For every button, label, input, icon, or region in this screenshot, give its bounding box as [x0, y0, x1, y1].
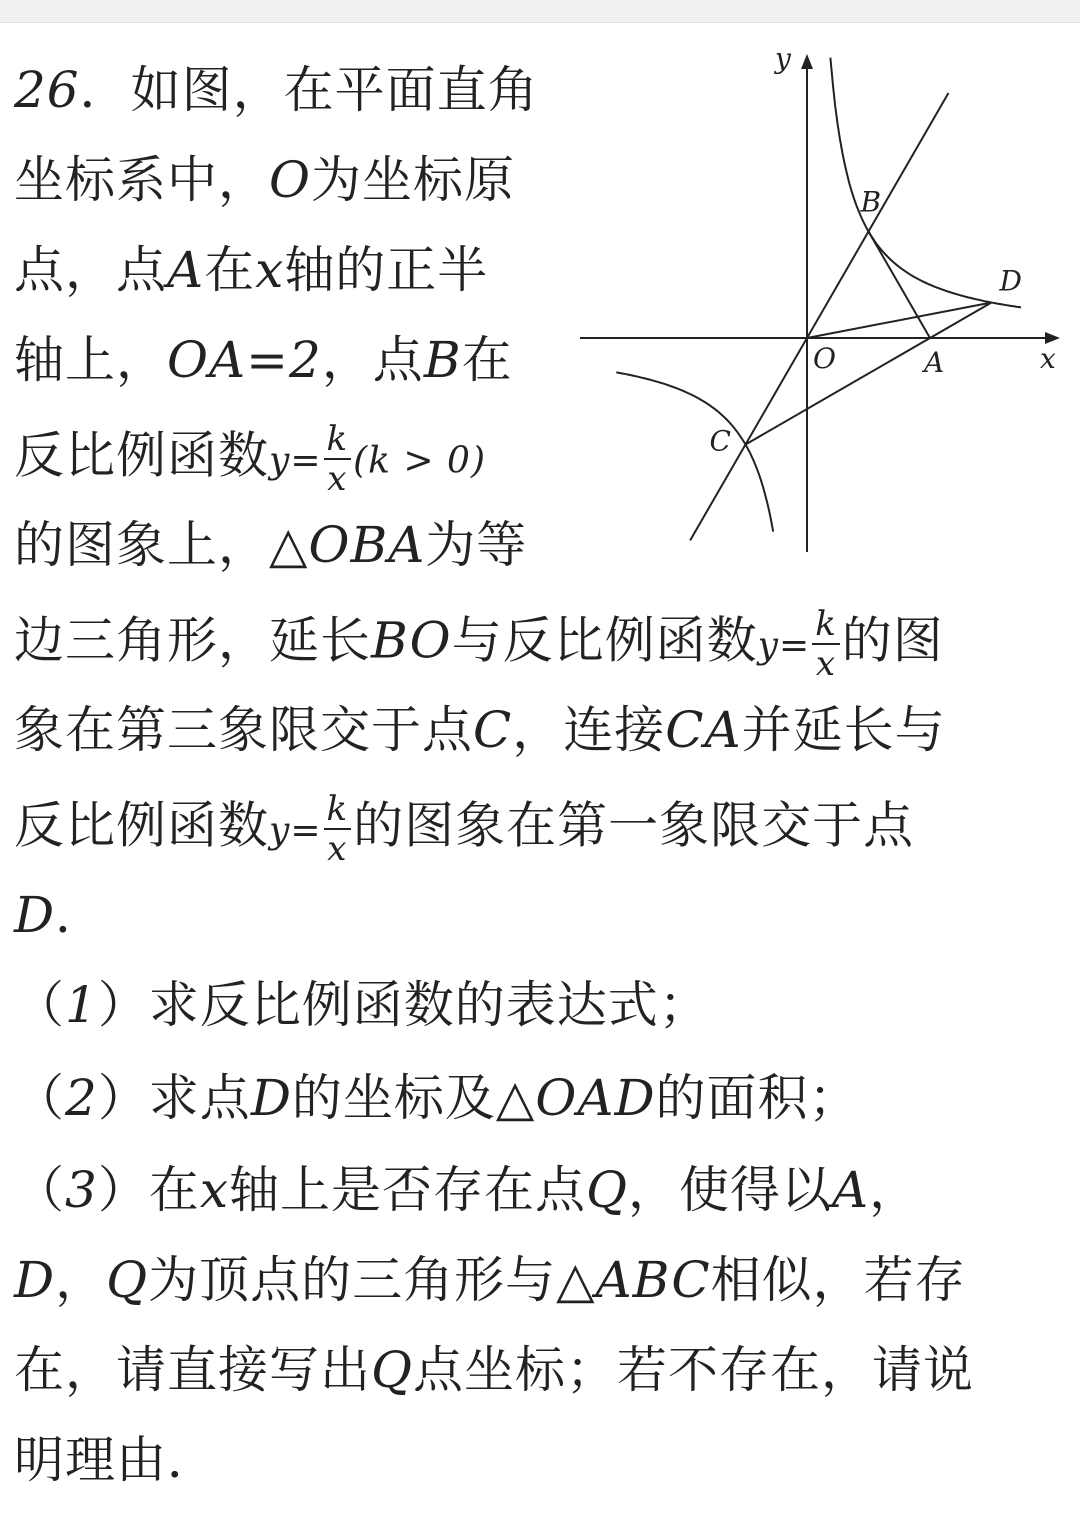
hyperbola-branch-third-quadrant	[616, 372, 773, 531]
math-run: Q	[371, 1341, 413, 1399]
problem-line-9	[14, 790, 914, 868]
math-run: A	[832, 1161, 870, 1219]
text-run: ）求反比例函数的表达式；	[97, 976, 710, 1034]
math-run: y=	[269, 440, 322, 482]
text-run: （	[14, 1161, 65, 1219]
fraction-numerator: k	[324, 790, 352, 830]
math-run: (k > 0)	[353, 440, 486, 482]
text-run: 的面积；	[655, 1069, 860, 1127]
text-run: ）在	[97, 1161, 200, 1219]
question-2	[14, 1068, 860, 1128]
hyperbola-branch-first-quadrant	[830, 58, 1021, 308]
point-label-c: C	[709, 424, 731, 458]
fraction-k-over-x	[812, 605, 840, 683]
segment-od	[807, 303, 992, 338]
text-run: ）求点	[97, 1069, 251, 1127]
point-label-d: D	[999, 264, 1022, 298]
math-run: Q	[586, 1161, 629, 1219]
line-bc	[690, 93, 948, 540]
question-3-line-4	[14, 1430, 218, 1490]
text-run: 轴上是否存在点	[229, 1161, 587, 1219]
math-run: C	[473, 701, 513, 759]
question-number: 2	[65, 1069, 98, 1127]
math-run: y=	[269, 810, 322, 852]
text-run: 点坐标；若不存在，请说	[413, 1341, 974, 1399]
text-run: 与反比例函数	[451, 611, 758, 670]
text-run: ，	[869, 1161, 921, 1219]
text-run: 象在第三象限交于点	[14, 701, 473, 759]
text-run: 反比例函数	[14, 796, 269, 855]
math-run: OA=2	[167, 331, 322, 389]
text-run: 并延长与	[741, 701, 946, 759]
segment-cd	[746, 303, 992, 445]
question-number: 1	[65, 976, 98, 1034]
segment-ab	[869, 231, 931, 338]
text-run: ．如图，在平面直角	[79, 61, 539, 119]
text-run: ，	[55, 1251, 107, 1309]
fraction-denominator: x	[327, 459, 348, 499]
point-label-o: O	[813, 342, 836, 375]
top-status-strip	[0, 0, 1080, 23]
text-run: 点，点	[14, 241, 167, 299]
question-3-line-2	[14, 1250, 966, 1310]
math-run: CA	[665, 701, 742, 759]
text-run: 为坐标原	[311, 151, 515, 209]
text-run: 的图象在第一象限交于点	[353, 796, 915, 855]
text-run: 在	[461, 331, 513, 389]
math-run: y=	[757, 625, 811, 667]
math-run: x	[199, 1161, 230, 1219]
text-run: ，点	[321, 331, 424, 389]
text-run: 边三角形，延长	[14, 611, 371, 670]
math-run: OBA	[308, 516, 426, 574]
math-run: Q	[106, 1251, 149, 1309]
y-axis-arrow	[801, 54, 813, 69]
problem-line-10	[14, 885, 106, 945]
text-run: 为等	[425, 516, 528, 574]
text-run: 为顶点的三角形与△	[148, 1251, 596, 1309]
fraction-denominator: x	[815, 644, 837, 684]
question-1	[14, 975, 710, 1035]
problem-line-6	[14, 515, 527, 575]
text-run: 反比例函数	[14, 426, 269, 485]
text-run: 相似，若存	[710, 1251, 966, 1309]
problem-line-7	[14, 605, 944, 683]
math-run: D	[14, 886, 56, 944]
fraction-denominator: x	[327, 829, 348, 869]
text-run: （	[14, 1069, 65, 1127]
problem-line-8	[14, 700, 946, 760]
question-3	[14, 1160, 920, 1220]
question-3-line-3	[14, 1340, 974, 1400]
math-run: x	[255, 241, 285, 299]
text-run: 轴上，	[14, 331, 167, 389]
fraction-k-over-x	[324, 420, 352, 498]
math-run: O	[269, 151, 311, 209]
axis-label-y: y	[775, 42, 791, 75]
math-run: D	[250, 1069, 292, 1127]
text-run: 轴的正半	[284, 241, 489, 299]
problem-line-2	[14, 150, 515, 210]
math-run: ABC	[595, 1251, 711, 1309]
problem-line-3	[14, 240, 488, 300]
text-run: ，使得以	[628, 1161, 833, 1219]
problem-line-5	[14, 420, 486, 498]
text-run: 明理由．	[14, 1431, 218, 1489]
fraction-k-over-x	[324, 790, 352, 868]
math-run: OAD	[535, 1069, 656, 1127]
fraction-numerator: k	[812, 605, 840, 645]
math-run: BO	[371, 611, 452, 670]
text-run: ，连接	[512, 701, 666, 759]
point-label-b: B	[860, 185, 882, 219]
fraction-numerator: k	[324, 420, 352, 460]
math-run: A	[167, 241, 205, 299]
coordinate-figure	[575, 42, 1075, 562]
text-run: 在，请直接写出	[14, 1341, 371, 1399]
text-run: 的图象上，△	[14, 516, 309, 574]
text-run: （	[14, 976, 65, 1034]
problem-line-1	[14, 60, 539, 120]
text-run: 的坐标及△	[291, 1069, 536, 1127]
text-run: 的图	[841, 611, 944, 670]
text-run: ．	[55, 886, 107, 944]
problem-line-4	[14, 330, 513, 390]
text-run: 坐标系中，	[14, 151, 269, 209]
math-run: D	[14, 1251, 56, 1309]
point-label-a: A	[924, 346, 945, 379]
text-run: 在	[204, 241, 256, 299]
problem-number: 26	[14, 61, 80, 119]
axis-label-x: x	[1040, 342, 1056, 375]
math-run: B	[423, 331, 462, 389]
question-number: 3	[65, 1161, 98, 1219]
